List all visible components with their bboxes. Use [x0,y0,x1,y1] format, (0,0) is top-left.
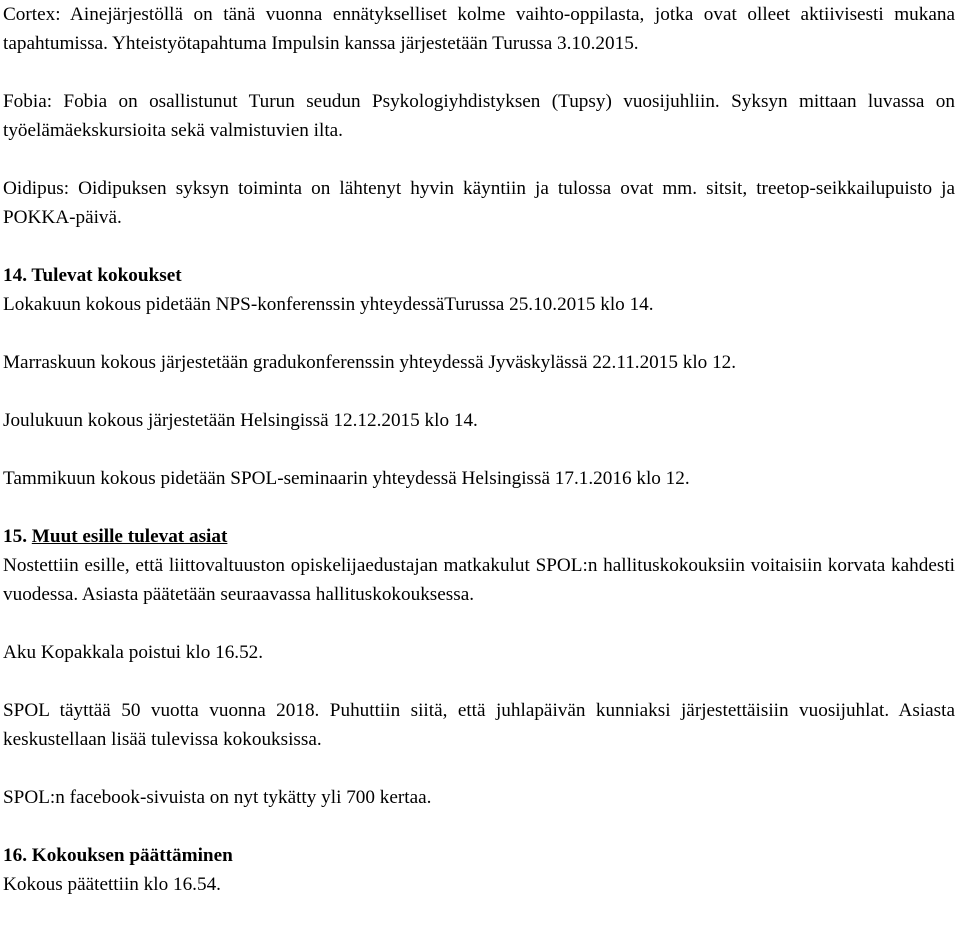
section-14 [3,261,955,493]
paragraph-oidipus: Oidipus: Oidipuksen syksyn toiminta on lähtenyt hyvin käyntiin ja tulossa ovat mm. sitsit, treetop-seikkailupuisto ja POKKA-päivä. [3,178,955,228]
section-15-heading [3,522,955,551]
section-15 [3,522,955,812]
document-page [3,0,955,899]
paragraph-meeting-closed: Kokous päätettiin klo 16.54. [3,874,221,895]
section-15-title: Muut esille tulevat asiat [31,526,228,547]
meeting-january: Tammikuun kokous pidetään SPOL-seminaarin yhteydessä Helsingissä 17.1.2016 klo 12. [3,468,690,489]
meeting-december: Joulukuun kokous järjestetään Helsingissä 12.12.2015 klo 14. [3,410,478,431]
paragraph-spol-50: SPOL täyttää 50 vuotta vuonna 2018. Puhuttiin siitä, että juhlapäivän kunniaksi järjestettäisiin vuosijuhlat. Asiasta keskustellaan lisää tulevissa kokouksissa. [3,700,955,750]
section-15-number: 15. [3,526,27,547]
paragraph-travel-costs: Nostettiin esille, että liittovaltuuston opiskelijaedustajan matkakulut SPOL:n hallituskokouksiin voitaisiin korvata kahdesti vuodessa. Asiasta päätetään seuraavassa hallituskokouksessa. [3,555,955,605]
section-16-heading: 16. Kokouksen päättäminen [3,845,233,866]
paragraph-facebook: SPOL:n facebook-sivuista on nyt tykätty yli 700 kertaa. [3,787,432,808]
meeting-october: Lokakuun kokous pidetään NPS-konferenssin yhteydessäTurussa 25.10.2015 klo 14. [3,294,654,315]
paragraph-cortex: Cortex: Ainejärjestöllä on tänä vuonna ennätykselliset kolme vaihto-oppilasta, jotka ovat olleet aktiivisesti mukana tapahtumissa. Yhteistyötapahtuma Impulsin kanssa järjestetään Turussa 3.10.2015. [3,4,955,54]
section-14-heading: 14. Tulevat kokoukset [3,265,182,286]
paragraph-fobia: Fobia: Fobia on osallistunut Turun seudun Psykologiyhdistyksen (Tupsy) vuosijuhliin. Syksyn mittaan luvassa on työelämäekskursioita sekä valmistuvien ilta. [3,91,955,141]
meeting-november: Marraskuun kokous järjestetään gradukonferenssin yhteydessä Jyväskylässä 22.11.2015 klo 12. [3,352,737,373]
paragraph-aku-left: Aku Kopakkala poistui klo 16.52. [3,642,264,663]
section-16 [3,841,955,899]
